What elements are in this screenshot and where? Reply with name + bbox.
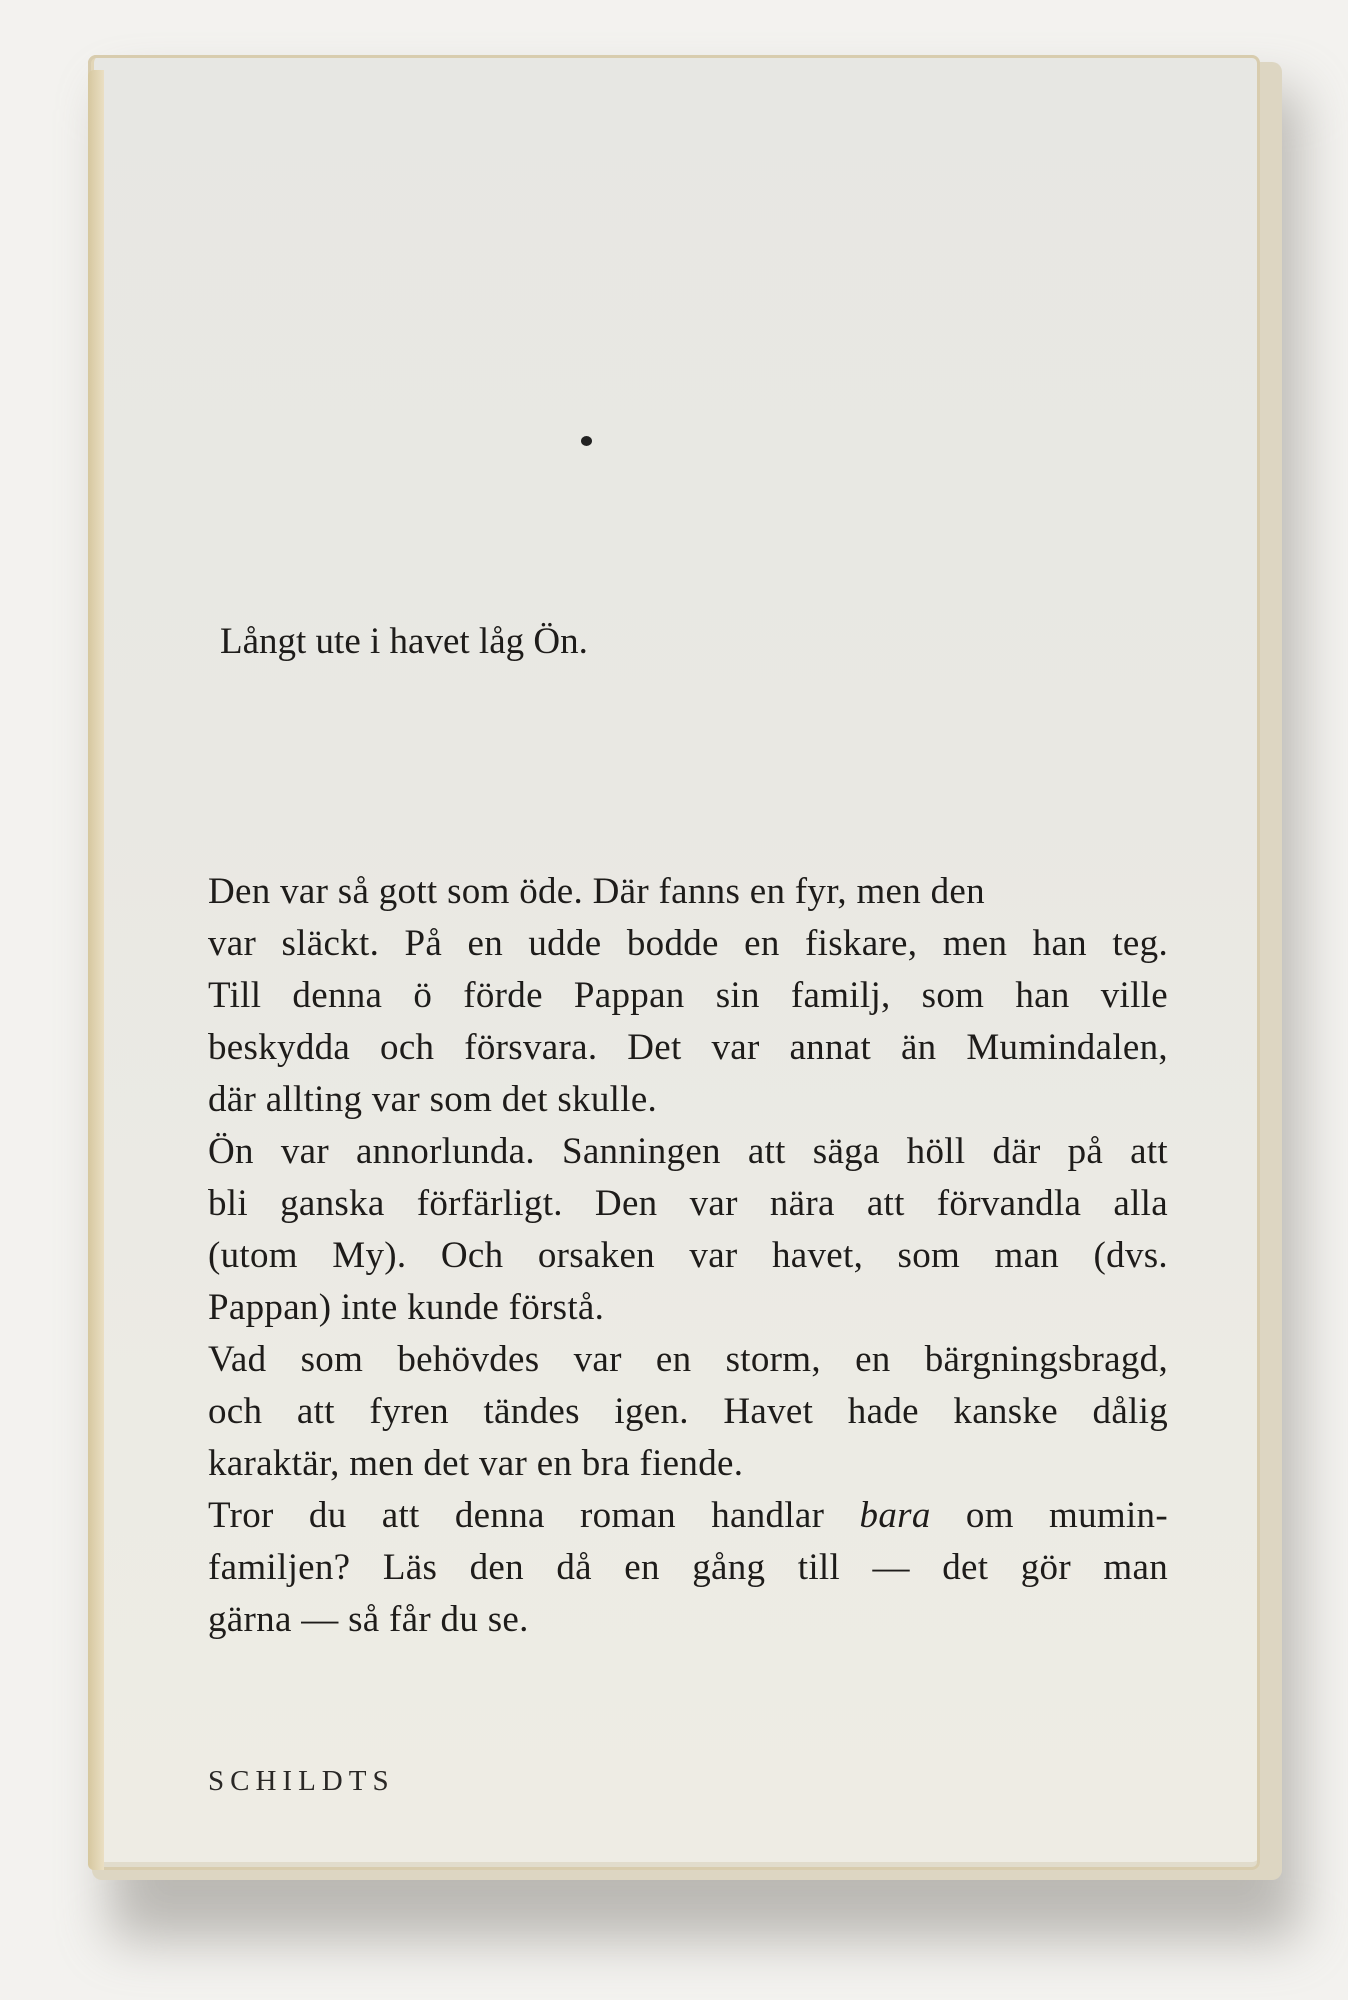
closing-line-2: familjen? Läs den då en gång till — det gör man [208, 1547, 1168, 1588]
closing-text: Tror du att denna roman handlar [208, 1495, 825, 1536]
body-line: var släckt. På en udde bodde en fiskare, men han teg. [208, 923, 1168, 964]
closing-text: om mumin- [965, 1495, 1168, 1536]
publisher-name: SCHILDTS [208, 1765, 395, 1797]
closing-line-1 [208, 1490, 1168, 1542]
body-line: karaktär, men det var en bra fiende. [208, 1443, 744, 1484]
body-line: bli ganska förfärligt. Den var nära att förvandla alla [208, 1183, 1168, 1224]
body-line: och att fyren tändes igen. Havet hade kanske dålig [208, 1391, 1168, 1432]
body-line: beskydda och försvara. Det var annat än Mumindalen, [208, 1027, 1168, 1068]
body-line: Till denna ö förde Pappan sin familj, som han ville [208, 975, 1168, 1016]
body-line: (utom My). Och orsaken var havet, som man (dvs. [208, 1235, 1168, 1276]
ink-dot [581, 436, 592, 446]
body-line: Den var så gott som öde. Där fanns en fyr, men den [208, 871, 985, 912]
body-line: Vad som behövdes var en storm, en bärgningsbragd, [208, 1339, 1168, 1380]
closing-line-3: gärna — så får du se. [208, 1599, 529, 1640]
body-line: Ön var annorlunda. Sanningen att säga höll där på att [208, 1131, 1168, 1172]
closing-italic-word: bara [859, 1495, 931, 1536]
book-spine-edge [88, 70, 104, 1870]
body-line: där allting var som det skulle. [208, 1079, 658, 1120]
body-line: Pappan) inte kunde förstå. [208, 1287, 605, 1328]
intro-line: Långt ute i havet låg Ön. [220, 621, 588, 662]
